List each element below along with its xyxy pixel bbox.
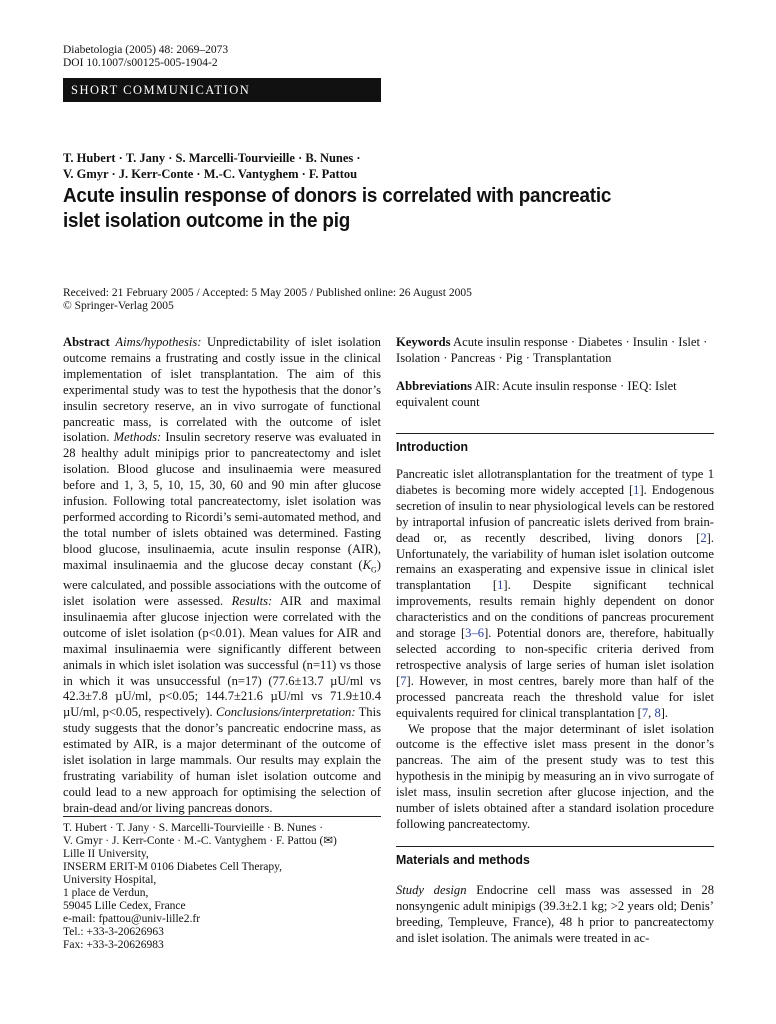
abbreviations (396, 379, 714, 411)
affiliation-line: University Hospital, (63, 874, 157, 886)
conclusions-label: Conclusions/interpretation: (216, 705, 356, 720)
kg-subscript: G (371, 565, 377, 575)
citation-link[interactable]: 1 (633, 482, 640, 497)
affiliation-line: T. Hubert · T. Jany · S. Marcelli-Tourvieille · B. Nunes · (63, 822, 324, 834)
citation-link[interactable]: 1 (497, 578, 504, 593)
section-rule (396, 846, 714, 847)
conclusions-text: This study suggests that the donor’s pancreatic endocrine mass, as estimated by AIR, is a major determinant of the outcome of islet isolation in large mammals. Our results may explain the frustrating variability of human islet isolation outcome and could lead to a new approach for optimising the selection of brain-dead and/or living pancreas donors. (63, 705, 381, 815)
study-design-text: Endocrine cell mass was assessed in 28 nonsyngenic adult minipigs (39.3±2.1 kg; >2 years old; Denis’ breeding, Templeuve, France), 48 h prior to pancreatectomy and islet isolation. The animals were treated in ac- (396, 883, 714, 945)
aims-label: Aims/hypothesis: (115, 335, 202, 349)
title-line: islet isolation outcome in the pig (63, 209, 351, 232)
intro-text: , (648, 705, 655, 720)
abbreviations-text: AIR: Acute insulin response · IEQ: Islet equivalent count (396, 379, 677, 409)
section-rule (396, 433, 714, 434)
doi: DOI 10.1007/s00125-005-1904-2 (63, 57, 218, 69)
intro-text: Pancreatic islet allotransplantation for the treatment of type 1 diabetes is becoming more widely accepted [ (396, 467, 714, 497)
journal-citation: Diabetologia (2005) 48: 2069–2073 (63, 44, 229, 56)
affiliation-block (63, 822, 381, 952)
abstract (63, 335, 381, 817)
aims-text: Unpredictability of islet isolation outcome remains a frustrating and costly issue in the clinical implementation of islet transplantation. The aim of this experimental study was to test the hypothesis that the donor’s insulin secretory reserve, an in vivo surrogate of functional pancreatic mass, is correlated with the outcome of islet isolation. (63, 335, 381, 445)
affiliation-divider (63, 816, 381, 817)
keywords-label: Keywords (396, 335, 451, 349)
abbreviations-label: Abbreviations (396, 379, 473, 393)
intro-text: ]. Unfortunately, the variability of human islet isolation outcome remains an exasperating and expensive issue in clinical islet transplantation [ (396, 530, 714, 593)
author-list (63, 150, 523, 182)
abstract-label: Abstract (63, 335, 110, 349)
materials-heading: Materials and methods (396, 852, 530, 867)
article-title (63, 183, 652, 233)
methods-label: Methods: (113, 430, 162, 445)
intro-text: ]. Endogenous secretion of insulin to near physiological levels can be restored by intraportal infusion of pancreatic islets derived from brain-dead or, as recently described, living donors [ (396, 482, 714, 545)
affiliation-line: 59045 Lille Cedex, France (63, 900, 186, 912)
affiliation-line: INSERM ERIT-M 0106 Diabetes Cell Therapy, (63, 861, 283, 873)
methods-text: Insulin secretory reserve was evaluated in 28 healthy adult minipigs prior to pancreatectomy and islet isolation. Blood glucose and insulinaemia were measured before and 1, 3, 5, 10, 15, 30, 60 and 90 min after glucose infusion. Following total pancreatectomy, islet isolation was performed according to Ricordi’s semi-automated method, and the total number of islets obtained was determined. Fasting blood glucose, insulinaemia, acute insulin response (AIR), maximal insulinaemia and the glucose decay constant ( (63, 430, 381, 572)
results-text: AIR and maximal insulinaemia after glucose injection were correlated with the outcome of islet isolation (p<0.01). Mean values for AIR and maximal insulinaemia were significantly different between animals in which islet isolation was successful (n=11) vs those in which it was unsuccessful (n=17) (77.6±13.7 µU/ml vs 42.3±7.8 µU/ml, p<0.05; 144.7±21.6 µU/ml vs 71.9±10.4 µU/ml, p<0.05, respectively). (63, 594, 381, 720)
affiliation-line: 1 place de Verdun, (63, 887, 149, 899)
dates-line: Received: 21 February 2005 / Accepted: 5 May 2005 / Published online: 26 August 2005 (63, 287, 472, 299)
intro-text: ]. (660, 705, 669, 720)
phone-line: Tel.: +33-3-20626963 (63, 926, 164, 938)
copyright-line: © Springer-Verlag 2005 (63, 300, 174, 312)
introduction-heading: Introduction (396, 439, 469, 454)
keywords (396, 335, 714, 367)
affiliation-line: V. Gmyr · J. Kerr-Conte · M.-C. Vantyghem · F. Pattou (✉) (63, 835, 337, 847)
intro-text: ]. Despite significant technical improvements, results remain highly dependent on donor characteristics and on the conditions of pancreas procurement and storage [ (396, 578, 715, 641)
citation-link[interactable]: 7 (641, 705, 649, 720)
kg-symbol: K (362, 557, 372, 572)
author-line: V. Gmyr · J. Kerr-Conte · M.-C. Vantyghem · F. Pattou (63, 167, 358, 181)
citation-link[interactable]: 8 (654, 705, 661, 720)
methods-text-end: ) were calculated, and possible associations with the outcome of islet isolation were assessed. (63, 557, 381, 609)
publication-dates (63, 287, 472, 313)
email-line[interactable]: e-mail: fpattou@univ-lille2.fr (63, 913, 201, 925)
intro-text: ]. Potential donors are, therefore, habitually selected according to non-specific criteria derived from retrospective analysis of large series of human islet isolation [ (396, 626, 714, 688)
title-line: Acute insulin response of donors is correlated with pancreatic (63, 184, 612, 207)
materials-body (396, 883, 714, 947)
citation-link[interactable]: 2 (700, 530, 707, 545)
fax-line: Fax: +33-3-20626983 (63, 939, 164, 951)
results-label: Results: (231, 594, 273, 609)
intro-text: ]. However, in most centres, barely more than half of the processed pancreata reach the threshold value for islet equivalents required for clinical transplantation [ (396, 673, 714, 720)
introduction-body (396, 467, 714, 833)
citation-link[interactable]: 3–6 (465, 626, 485, 641)
citation-link[interactable]: 7 (400, 673, 407, 688)
article-type-banner: SHORT COMMUNICATION (63, 78, 381, 102)
keywords-text: Acute insulin response · Diabetes · Insulin · Islet · Isolation · Pancreas · Pig · Transplantation (396, 335, 708, 365)
intro-paragraph-2: We propose that the major determinant of islet isolation outcome is the effective islet mass present in the donor’s pancreas. The aim of the present study was to test this hypothesis in the minipig by measuring an in vivo surrogate of islet mass, insulin secretion after glucose injection, and the number of islets obtained after a standard isolation procedure following pancreatectomy. (396, 721, 714, 831)
study-design-label: Study design (396, 883, 467, 897)
author-line: T. Hubert · T. Jany · S. Marcelli-Tourvieille · B. Nunes · (63, 151, 361, 165)
affiliation-line: Lille II University, (63, 848, 149, 860)
